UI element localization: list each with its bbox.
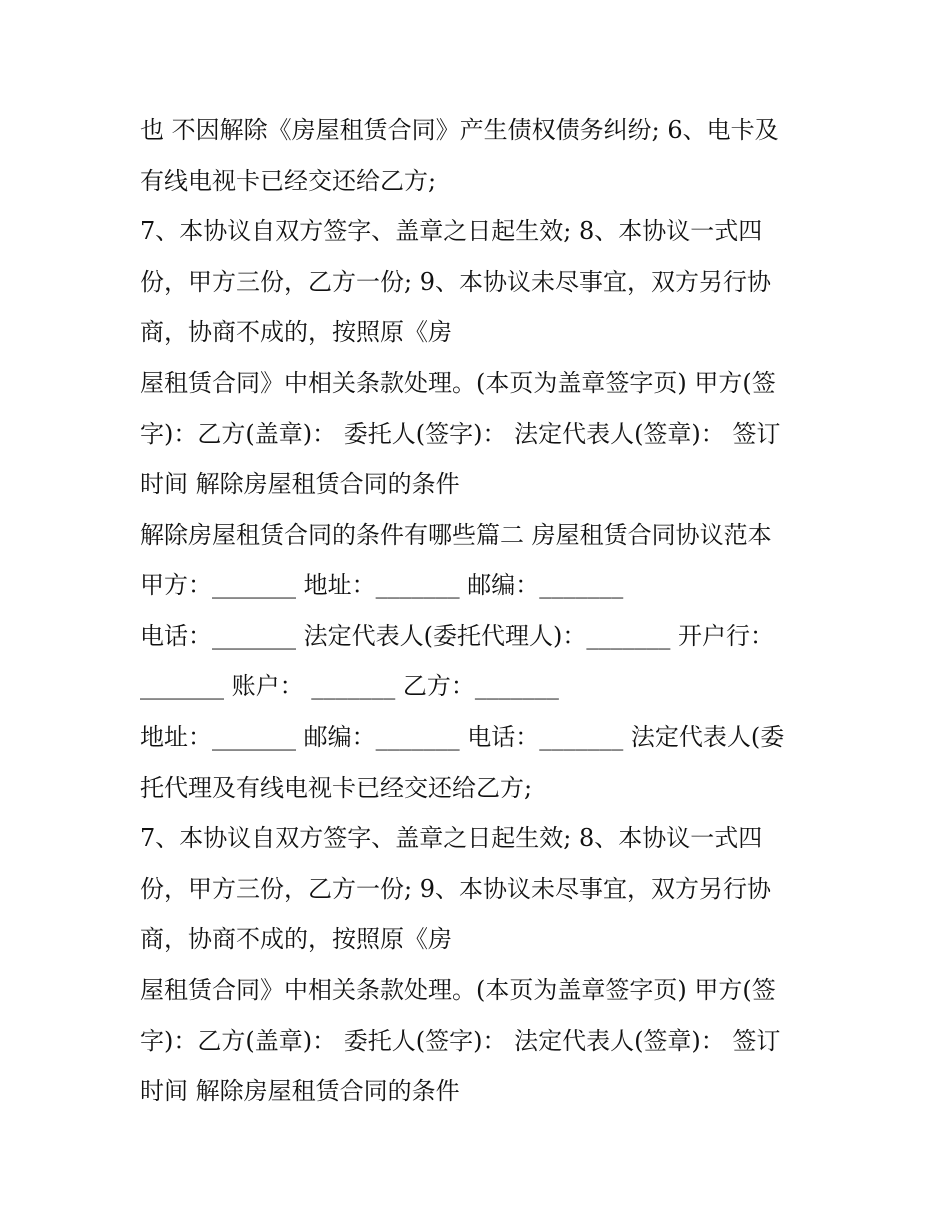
text-line: 电话：_______ 法定代表人(委托代理人)：_______ 开户行：	[140, 622, 774, 650]
text-line: 商，协商不成的，按照原《房	[140, 318, 452, 346]
text-line: 时间 解除房屋租赁合同的条件	[140, 470, 460, 498]
text-line: 字)：乙方(盖章)： 委托人(签字)： 法定代表人(签章)： 签订	[140, 1027, 781, 1055]
text-line: 托代理及有线电视卡已经交还给乙方;	[140, 774, 533, 802]
text-line: 份，甲方三份，乙方一份; 9、本协议未尽事宜，双方另行协	[140, 875, 771, 903]
text-line: 字)：乙方(盖章)： 委托人(签字)： 法定代表人(签章)： 签订	[140, 420, 781, 448]
text-line: _______ 账户： _______ 乙方：_______	[140, 672, 559, 700]
text-line: 也 不因解除《房屋租赁合同》产生债权债务纠纷; 6、电卡及	[140, 116, 779, 144]
text-line: 地址：_______ 邮编：_______ 电话：_______ 法定代表人(委	[140, 723, 785, 751]
text-line: 屋租赁合同》中相关条款处理。(本页为盖章签字页) 甲方(签	[140, 976, 776, 1004]
text-line: 有线电视卡已经交还给乙方;	[140, 167, 437, 195]
text-line: 解除房屋租赁合同的条件有哪些篇二 房屋租赁合同协议范本	[140, 521, 772, 549]
text-line: 份，甲方三份，乙方一份; 9、本协议未尽事宜，双方另行协	[140, 268, 771, 296]
text-line: 屋租赁合同》中相关条款处理。(本页为盖章签字页) 甲方(签	[140, 369, 776, 397]
text-line: 时间 解除房屋租赁合同的条件	[140, 1077, 460, 1105]
text-line: 商，协商不成的，按照原《房	[140, 925, 452, 953]
text-line: 7、本协议自双方签字、盖章之日起生效; 8、本协议一式四	[140, 217, 763, 245]
text-line: 甲方：_______ 地址：_______ 邮编：_______	[140, 571, 624, 599]
text-line: 7、本协议自双方签字、盖章之日起生效; 8、本协议一式四	[140, 824, 763, 852]
